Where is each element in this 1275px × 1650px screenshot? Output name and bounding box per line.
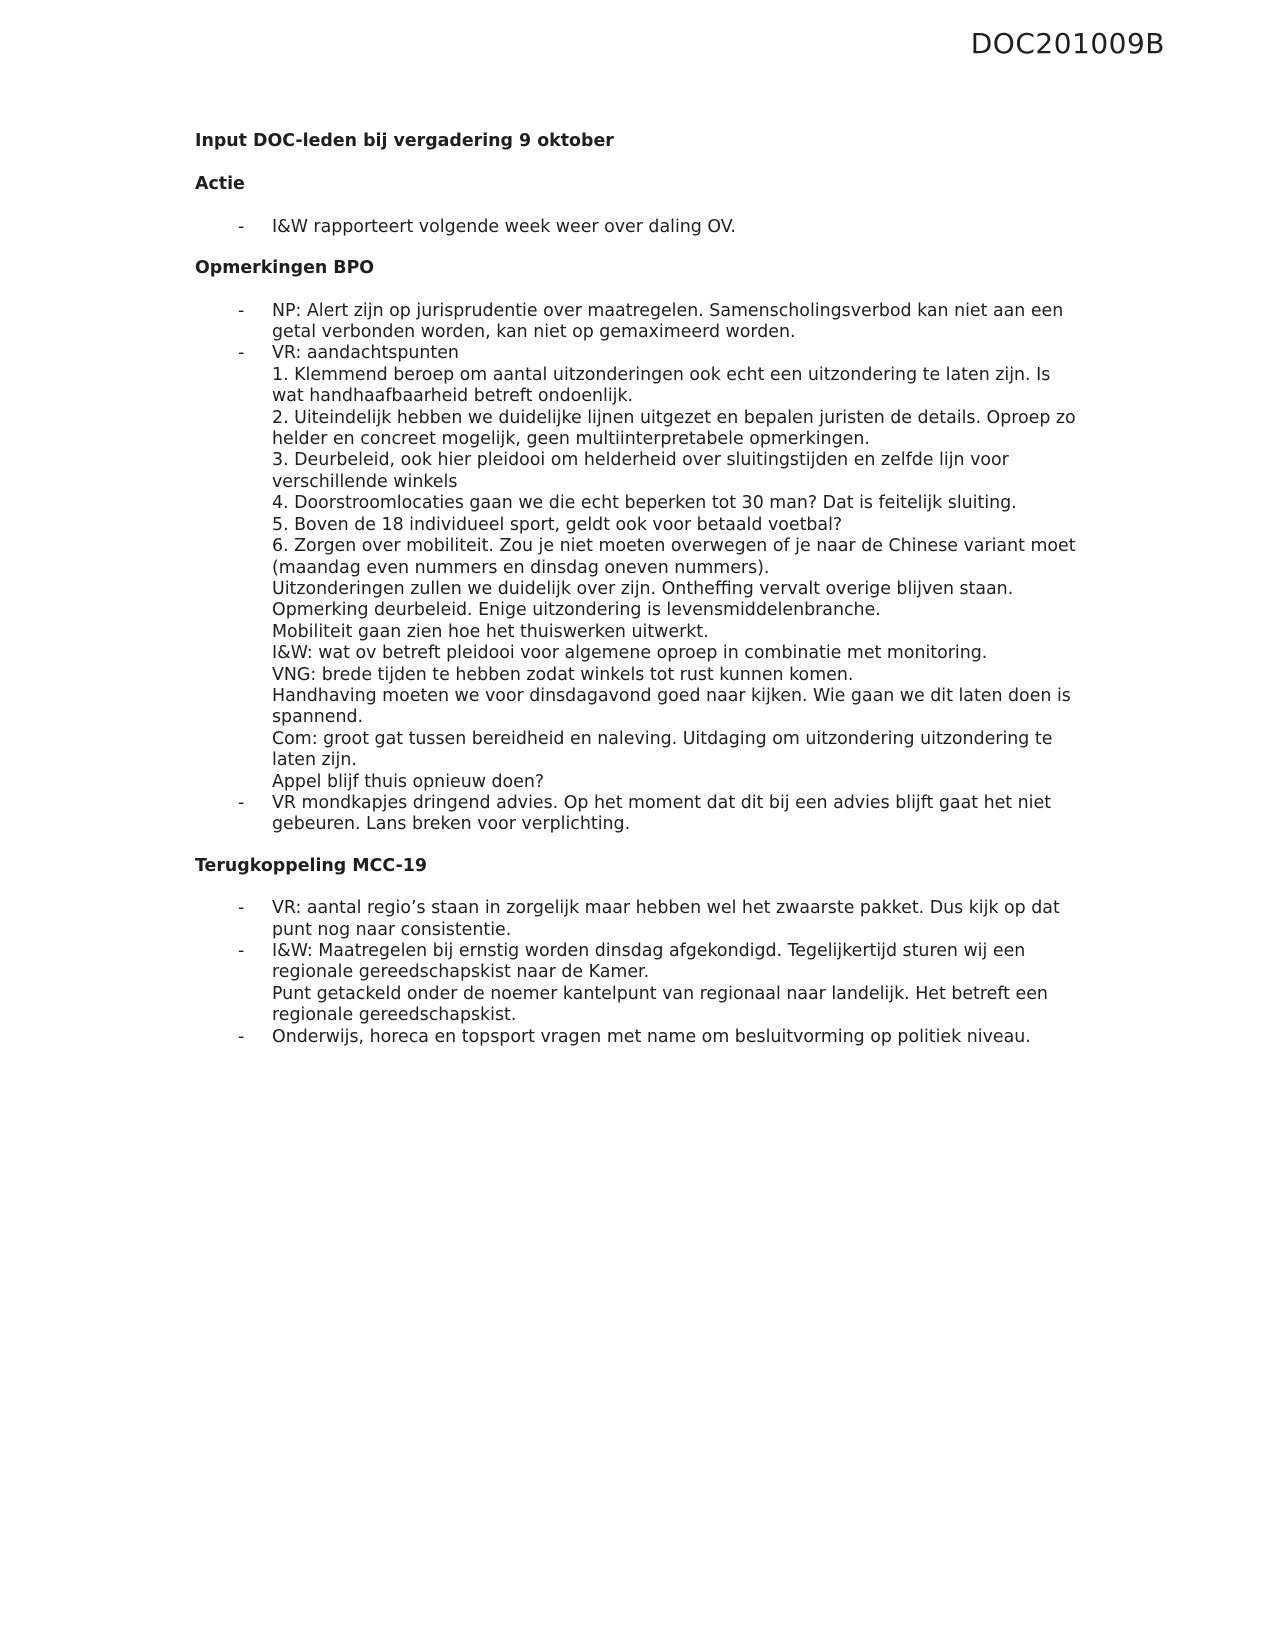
list-item-note: Appel blijf thuis opnieuw doen? — [272, 771, 545, 792]
bullet-dash: - — [238, 941, 245, 961]
list-item-point-2: 2. Uiteindelijk hebben we duidelijke lijnen uitgezet en bepalen juristen de details. Oproep zo helder en concreet mogelijk, geen multiinterpretabele opmerkingen. — [272, 407, 1076, 450]
list-item-point-1: 1. Klemmend beroep om aantal uitzonderingen ook echt een uitzondering te laten zijn. Is wat handhaafbaarheid betreft ondoenlijk. — [272, 364, 1051, 407]
document-body — [195, 131, 1085, 1048]
list-item — [195, 793, 1085, 836]
list-item-point-5: 5. Boven de 18 individueel sport, geldt ook voor betaald voetbal? — [272, 514, 843, 535]
list-item-note: I&W: wat ov betreft pleidooi voor algemene oproep in combinatie met monitoring. — [272, 643, 988, 664]
section-heading-opmerkingen-bpo: Opmerkingen BPO — [195, 258, 375, 279]
list-item-text: VR: aandachtspunten — [272, 343, 459, 364]
list-item-point-3: 3. Deurbeleid, ook hier pleidooi om helderheid over sluitingstijden en zelfde lijn voor verschillende winkels — [272, 450, 1009, 492]
list-item — [195, 941, 1085, 1027]
list-item — [195, 898, 1085, 941]
bullet-dash: - — [238, 792, 245, 813]
list-item-text: VR mondkapjes dringend advies. Op het moment dat dit bij een advies blijft gaat het niet gebeuren. Lans breken voor verplichting. — [272, 792, 1052, 835]
list-item-note: Mobiliteit gaan zien hoe het thuiswerken uitwerkt. — [272, 621, 709, 642]
list-item-note: Com: groot gat tussen bereidheid en naleving. Uitdaging om uitzondering uitzondering te laten zijn. — [272, 728, 1053, 771]
section-heading-terugkoppeling-mcc-19: Terugkoppeling MCC-19 — [195, 855, 427, 876]
list-item-note: Uitzonderingen zullen we duidelijk over zijn. Ontheffing vervalt overige blijven staan. — [272, 578, 1014, 599]
terugkoppeling-list — [195, 898, 1085, 1048]
list-item — [195, 301, 1085, 344]
list-item-text: I&W: Maatregelen bij ernstig worden dinsdag afgekondigd. Tegelijkertijd sturen wij een regionale gereedschapskist naar de Kamer. — [272, 941, 1026, 983]
actie-list — [195, 217, 1085, 238]
opmerkingen-bpo-list — [195, 301, 1085, 836]
bullet-dash: - — [238, 216, 245, 237]
list-item-text: I&W rapporteert volgende week weer over daling OV. — [272, 216, 736, 237]
document-title: Input DOC-leden bij vergadering 9 oktober — [195, 131, 614, 151]
list-item-point-6: 6. Zorgen over mobiliteit. Zou je niet moeten overwegen of je naar de Chinese variant moet (maandag even nummers en dinsdag oneven nummers). — [272, 536, 1076, 578]
list-item-text: NP: Alert zijn op jurisprudentie over maatregelen. Samenscholingsverbod kan niet aan een getal verbonden worden, kan niet op gemaximeerd worden. — [272, 300, 1064, 343]
list-item-note: VNG: brede tijden te hebben zodat winkels tot rust kunnen komen. — [272, 664, 854, 685]
bullet-dash: - — [238, 300, 245, 321]
list-item — [195, 1027, 1085, 1048]
list-item-point-4: 4. Doorstroomlocaties gaan we die echt beperken tot 30 man? Dat is feitelijk sluiting. — [272, 493, 1017, 514]
list-item — [195, 217, 1085, 238]
list-item — [195, 343, 1085, 793]
bullet-dash: - — [238, 343, 245, 364]
list-item-note: Punt getackeld onder de noemer kantelpunt van regionaal naar landelijk. Het betreft een regionale gereedschapskist. — [272, 983, 1048, 1026]
bullet-dash: - — [238, 898, 245, 919]
list-item-note: Opmerking deurbeleid. Enige uitzondering is levensmiddelenbranche. — [272, 600, 881, 621]
list-item-text: VR: aantal regio’s staan in zorgelijk maar hebben wel het zwaarste pakket. Dus kijk op dat punt nog naar consistentie. — [272, 898, 1060, 940]
list-item-text: Onderwijs, horeca en topsport vragen met name om besluitvorming op politiek niveau. — [272, 1026, 1031, 1047]
bullet-dash: - — [238, 1026, 245, 1047]
section-heading-actie: Actie — [195, 174, 245, 195]
list-item-note: Handhaving moeten we voor dinsdagavond goed naar kijken. Wie gaan we dit laten doen is spannend. — [272, 685, 1071, 728]
document-id: DOC201009B — [970, 27, 1165, 60]
